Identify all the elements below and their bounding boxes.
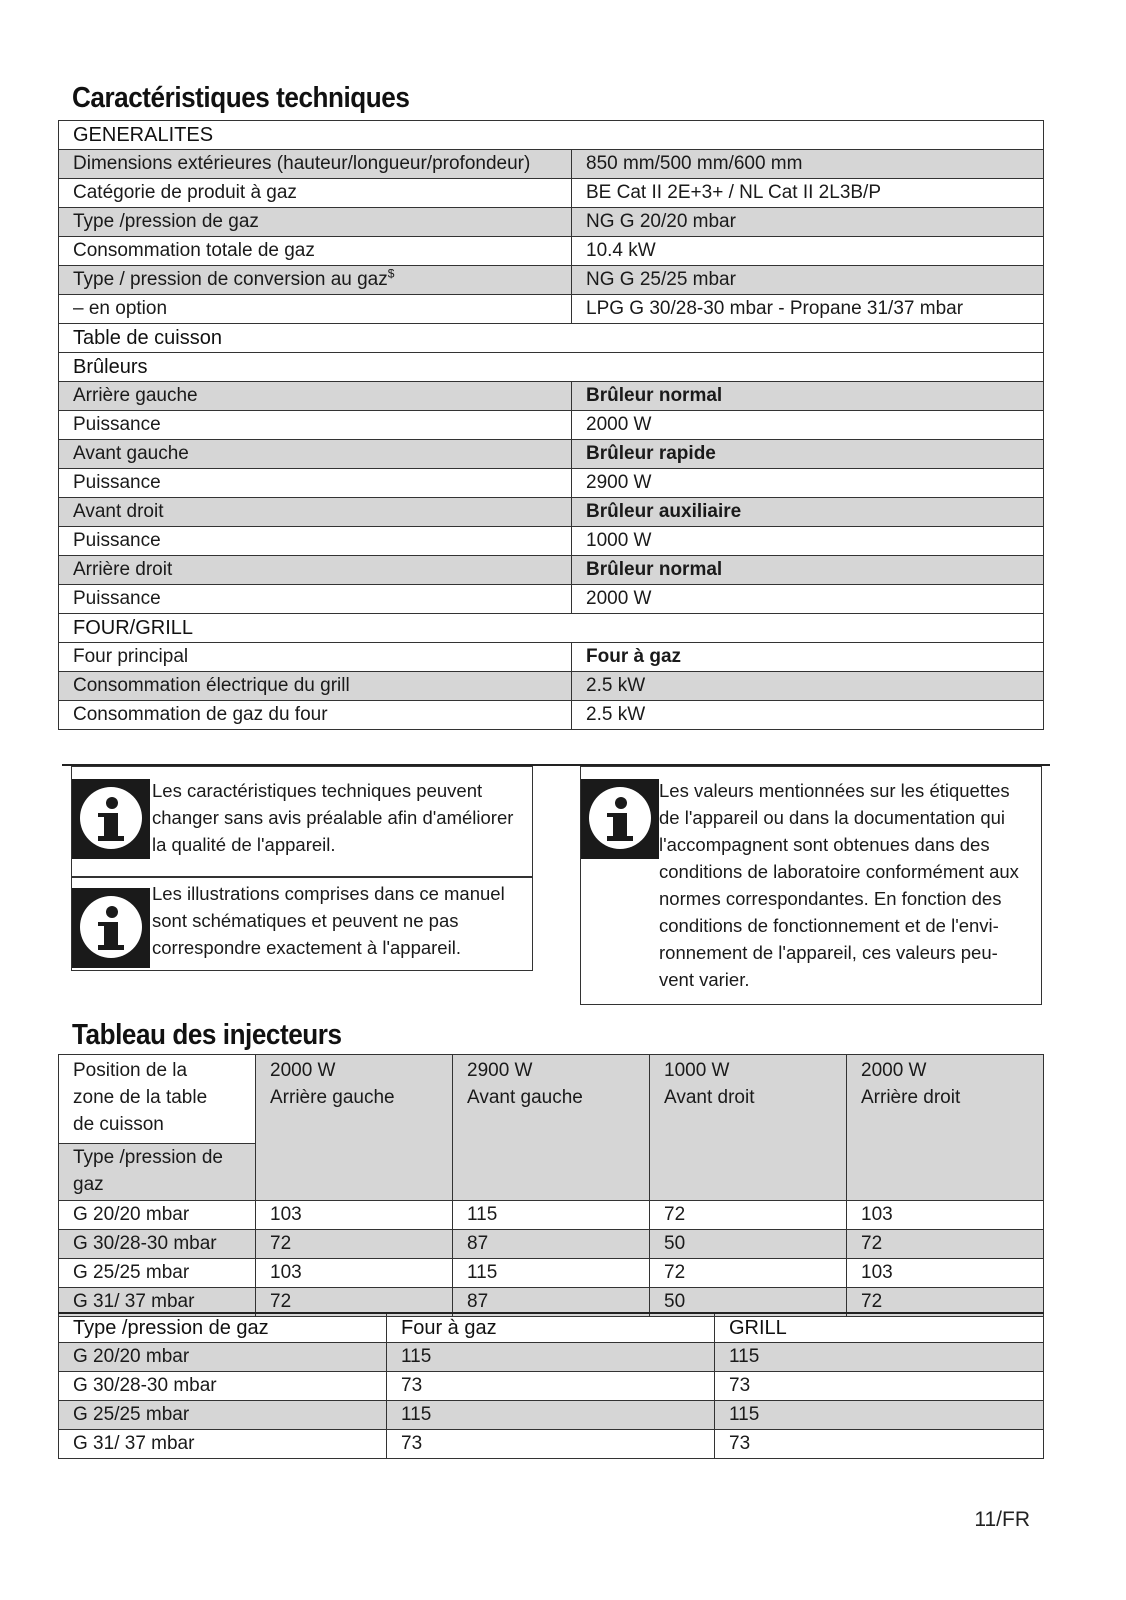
column-power: 2900 W: [467, 1060, 533, 1081]
row-value: 2000 W: [572, 411, 1044, 440]
row-value: 10.4 kW: [572, 237, 1044, 266]
value-cell: 115: [387, 1401, 715, 1430]
table-row: [59, 1230, 1044, 1259]
table-row: [59, 208, 1044, 237]
row-value: Four à gaz: [572, 643, 1044, 672]
page-title: Caractéristiques techniques: [72, 82, 410, 114]
row-value: LPG G 30/28-30 mbar - Propane 31/37 mbar: [572, 295, 1044, 324]
value-cell: 87: [453, 1288, 650, 1317]
value-cell: 73: [715, 1430, 1044, 1459]
column-header: GRILL: [715, 1313, 1044, 1343]
value-cell: 72: [650, 1259, 847, 1288]
page-number: 11/FR: [974, 1508, 1030, 1531]
value-cell: 103: [256, 1259, 453, 1288]
type-header: Type /pression de gaz: [59, 1143, 255, 1200]
value-cell: 72: [256, 1288, 453, 1317]
oven-injector-table: [58, 1312, 1044, 1459]
row-label: Arrière droit: [59, 556, 572, 585]
row-label: – en option: [59, 295, 572, 324]
table-row: [59, 701, 1044, 730]
row-label: Arrière gauche: [59, 382, 572, 411]
gas-cell: G 30/28-30 mbar: [59, 1230, 256, 1259]
footnote-marker: $: [387, 266, 395, 281]
row-label: Consommation totale de gaz: [59, 237, 572, 266]
info-note-box: [580, 766, 1042, 1005]
value-cell: 50: [650, 1230, 847, 1259]
value-cell: 72: [847, 1230, 1044, 1259]
column-power: 2000 W: [270, 1060, 336, 1081]
section-heading-cooktop: Table de cuisson: [59, 324, 1044, 353]
column-zone: Avant droit: [664, 1087, 755, 1108]
row-label: Catégorie de produit à gaz: [59, 179, 572, 208]
value-cell: 73: [387, 1372, 715, 1401]
position-header-cell: [59, 1055, 256, 1201]
value-cell: 115: [453, 1201, 650, 1230]
value-cell: 72: [256, 1230, 453, 1259]
section-heading-oven: FOUR/GRILL: [59, 614, 1044, 643]
row-value: 2.5 kW: [572, 672, 1044, 701]
table-header-row: [59, 1055, 1044, 1201]
row-label: Avant gauche: [59, 440, 572, 469]
info-icon: [581, 779, 659, 859]
table-row: [59, 527, 1044, 556]
note-text: Les illustrations comprises dans ce manuel sont schématiques et peuvent ne pas correspondre exactement à l'appareil.: [152, 883, 505, 958]
table-row: [59, 469, 1044, 498]
row-value: Brûleur auxiliaire: [572, 498, 1044, 527]
value-cell: 50: [650, 1288, 847, 1317]
table-row: [59, 1430, 1044, 1459]
row-value: 2.5 kW: [572, 701, 1044, 730]
value-cell: 103: [847, 1259, 1044, 1288]
table-row: [59, 237, 1044, 266]
info-icon: [72, 779, 150, 859]
value-cell: 103: [847, 1201, 1044, 1230]
row-label-text: Type / pression de conversion au gaz: [73, 269, 388, 290]
row-label: Puissance: [59, 527, 572, 556]
column-header: [847, 1055, 1044, 1201]
gas-cell: G 31/ 37 mbar: [59, 1430, 387, 1459]
value-cell: 115: [715, 1401, 1044, 1430]
row-label: Dimensions extérieures (hauteur/longueur/profondeur): [59, 150, 572, 179]
row-value: 1000 W: [572, 527, 1044, 556]
column-power: 2000 W: [861, 1060, 927, 1081]
injector-table: [58, 1054, 1044, 1317]
table-row: [59, 1372, 1044, 1401]
row-value: 2000 W: [572, 585, 1044, 614]
info-icon: [72, 888, 150, 968]
row-value: Brûleur rapide: [572, 440, 1044, 469]
note-text: Les caractéristiques techniques peuvent changer sans avis préalable afin d'améliorer la qualité de l'appareil.: [152, 780, 514, 855]
row-value: NG G 25/25 mbar: [572, 266, 1044, 295]
column-header: Type /pression de gaz: [59, 1313, 387, 1343]
table-row: [59, 1259, 1044, 1288]
gas-cell: G 25/25 mbar: [59, 1401, 387, 1430]
row-label: Puissance: [59, 411, 572, 440]
section-heading-general: GENERALITES: [59, 121, 1044, 150]
table-row: [59, 498, 1044, 527]
table-row: [59, 411, 1044, 440]
value-cell: 73: [715, 1372, 1044, 1401]
info-note-box: [71, 877, 533, 971]
row-value: NG G 20/20 mbar: [572, 208, 1044, 237]
column-power: 1000 W: [664, 1060, 730, 1081]
value-cell: 72: [847, 1288, 1044, 1317]
column-header: [650, 1055, 847, 1201]
value-cell: 73: [387, 1430, 715, 1459]
row-value: 850 mm/500 mm/600 mm: [572, 150, 1044, 179]
injectors-title: Tableau des injecteurs: [72, 1019, 342, 1051]
table-row: [59, 1343, 1044, 1372]
row-label: Type /pression de gaz: [59, 208, 572, 237]
section-heading-burners: Brûleurs: [59, 353, 1044, 382]
row-value: Brûleur normal: [572, 382, 1044, 411]
row-label: Consommation de gaz du four: [59, 701, 572, 730]
table-row: [59, 382, 1044, 411]
row-label: [59, 266, 572, 295]
table-header-row: [59, 1313, 1044, 1343]
row-value: 2900 W: [572, 469, 1044, 498]
note-text: Les valeurs mentionnées sur les étiquettes de l'appareil ou dans la documentation qui l'accompagnent sont obtenues dans des conditions de laboratoire conformément aux normes correspondantes. En fonction des conditions de fonctionnement et de l'envi- ronnement de l'appareil, ces valeurs peu- vent varier.: [659, 780, 1019, 990]
gas-cell: G 20/20 mbar: [59, 1201, 256, 1230]
table-row: [59, 295, 1044, 324]
table-row: [59, 266, 1044, 295]
gas-cell: G 31/ 37 mbar: [59, 1288, 256, 1317]
row-label: Consommation électrique du grill: [59, 672, 572, 701]
table-row: [59, 585, 1044, 614]
table-row: [59, 672, 1044, 701]
value-cell: 103: [256, 1201, 453, 1230]
info-note-box: [71, 766, 533, 877]
value-cell: 115: [453, 1259, 650, 1288]
value-cell: 115: [715, 1343, 1044, 1372]
column-header: [453, 1055, 650, 1201]
table-row: [59, 440, 1044, 469]
column-header: Four à gaz: [387, 1313, 715, 1343]
row-label: Puissance: [59, 469, 572, 498]
table-row: [59, 643, 1044, 672]
value-cell: 72: [650, 1201, 847, 1230]
row-label: Avant droit: [59, 498, 572, 527]
gas-cell: G 25/25 mbar: [59, 1259, 256, 1288]
table-row: [59, 1401, 1044, 1430]
specifications-table: [58, 120, 1044, 730]
position-header: Position de la zone de la table de cuisson: [73, 1060, 208, 1135]
value-cell: 87: [453, 1230, 650, 1259]
table-row: [59, 556, 1044, 585]
table-row: [59, 150, 1044, 179]
row-value: BE Cat II 2E+3+ / NL Cat II 2L3B/P: [572, 179, 1044, 208]
gas-cell: G 30/28-30 mbar: [59, 1372, 387, 1401]
column-zone: Avant gauche: [467, 1087, 583, 1108]
column-header: [256, 1055, 453, 1201]
gas-cell: G 20/20 mbar: [59, 1343, 387, 1372]
table-row: [59, 179, 1044, 208]
row-value: Brûleur normal: [572, 556, 1044, 585]
row-label: Puissance: [59, 585, 572, 614]
column-zone: Arrière droit: [861, 1087, 961, 1108]
table-row: [59, 1201, 1044, 1230]
row-label: Four principal: [59, 643, 572, 672]
column-zone: Arrière gauche: [270, 1087, 395, 1108]
value-cell: 115: [387, 1343, 715, 1372]
